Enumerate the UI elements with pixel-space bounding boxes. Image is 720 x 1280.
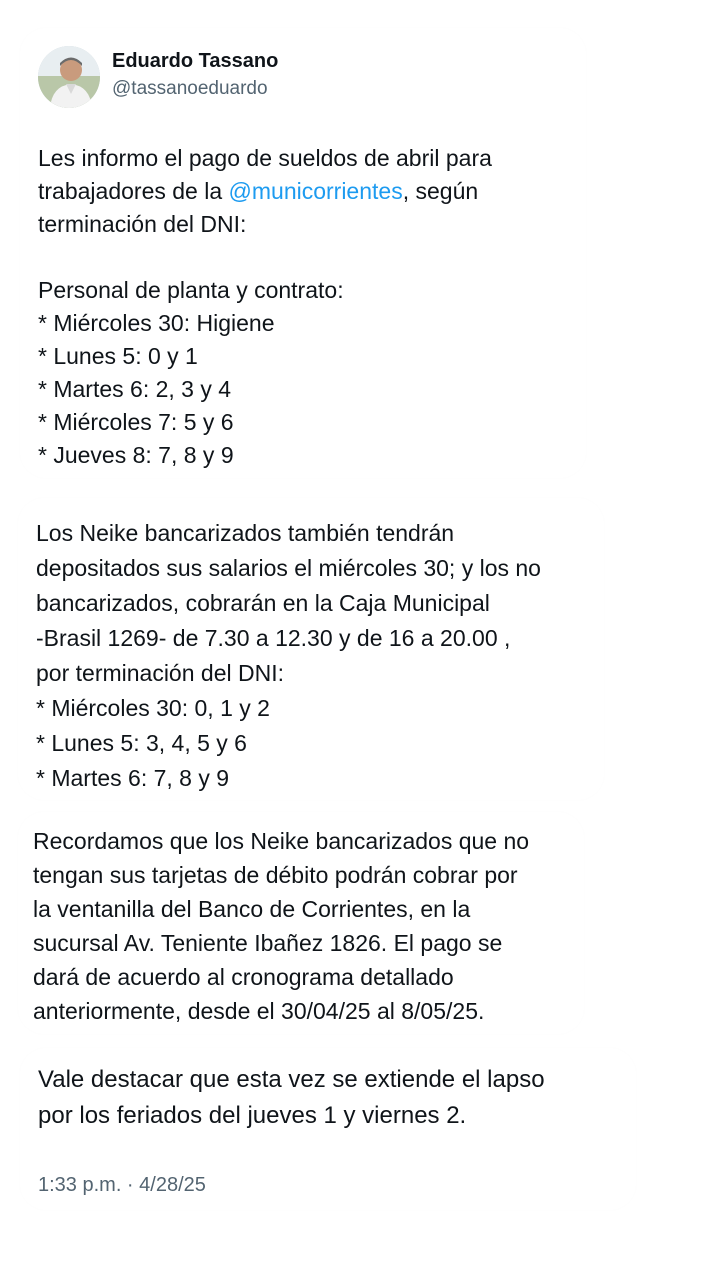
text-line: -Brasil 1269- de 7.30 a 12.30 y de 16 a 20.00 , xyxy=(36,625,511,651)
avatar[interactable] xyxy=(38,46,100,108)
blank-line xyxy=(38,241,492,274)
text-fragment: , según xyxy=(402,178,479,204)
text-line: Vale destacar que esta vez se extiende el lapso xyxy=(38,1066,545,1093)
schedule-item: * Martes 6: 2, 3 y 4 xyxy=(38,376,232,402)
mention-link[interactable]: @municorrientes xyxy=(228,178,403,204)
section-heading: Personal de planta y contrato: xyxy=(38,277,344,303)
text-fragment: trabajadores de la xyxy=(38,178,229,204)
text-line: por terminación del DNI: xyxy=(36,660,284,686)
text-line: sucursal Av. Teniente Ibañez 1826. El pago se xyxy=(33,930,503,956)
tweet-text-block-4 xyxy=(38,1062,545,1134)
tweet-text-block-3 xyxy=(33,824,529,1028)
schedule-item: * Martes 6: 7, 8 y 9 xyxy=(36,765,230,791)
schedule-item: * Miércoles 30: 0, 1 y 2 xyxy=(36,695,270,721)
text-line: anteriormente, desde el 30/04/25 al 8/05/25. xyxy=(33,998,485,1024)
schedule-item: * Jueves 8: 7, 8 y 9 xyxy=(38,442,234,468)
schedule-item: * Lunes 5: 3, 4, 5 y 6 xyxy=(36,730,247,756)
text-line: tengan sus tarjetas de débito podrán cobrar por xyxy=(33,862,518,888)
text-line: bancarizados, cobrarán en la Caja Municipal xyxy=(36,590,490,616)
schedule-item: * Miércoles 7: 5 y 6 xyxy=(38,409,234,435)
text-line: Recordamos que los Neike bancarizados que no xyxy=(33,828,530,854)
text-line: Los Neike bancarizados también tendrán xyxy=(36,520,455,546)
avatar-photo-icon xyxy=(38,46,100,108)
text-line: depositados sus salarios el miércoles 30; y los no xyxy=(36,555,541,581)
text-line xyxy=(38,175,492,208)
author-handle[interactable]: @tassanoeduardo xyxy=(112,78,268,99)
schedule-item: * Miércoles 30: Higiene xyxy=(38,310,275,336)
schedule-item: * Lunes 5: 0 y 1 xyxy=(38,343,198,369)
text-line: Les informo el pago de sueldos de abril para xyxy=(38,145,492,171)
text-line: terminación del DNI: xyxy=(38,211,247,237)
text-line: la ventanilla del Banco de Corrientes, en la xyxy=(33,896,471,922)
text-line: por los feriados del jueves 1 y viernes 2. xyxy=(38,1102,467,1129)
author-name[interactable]: Eduardo Tassano xyxy=(112,50,279,72)
tweet-text-block-1 xyxy=(38,142,492,472)
text-line: dará de acuerdo al cronograma detallado xyxy=(33,964,454,990)
tweet-timestamp[interactable]: 1:33 p.m. · 4/28/25 xyxy=(38,1174,206,1196)
tweet-text-block-2 xyxy=(36,516,541,796)
